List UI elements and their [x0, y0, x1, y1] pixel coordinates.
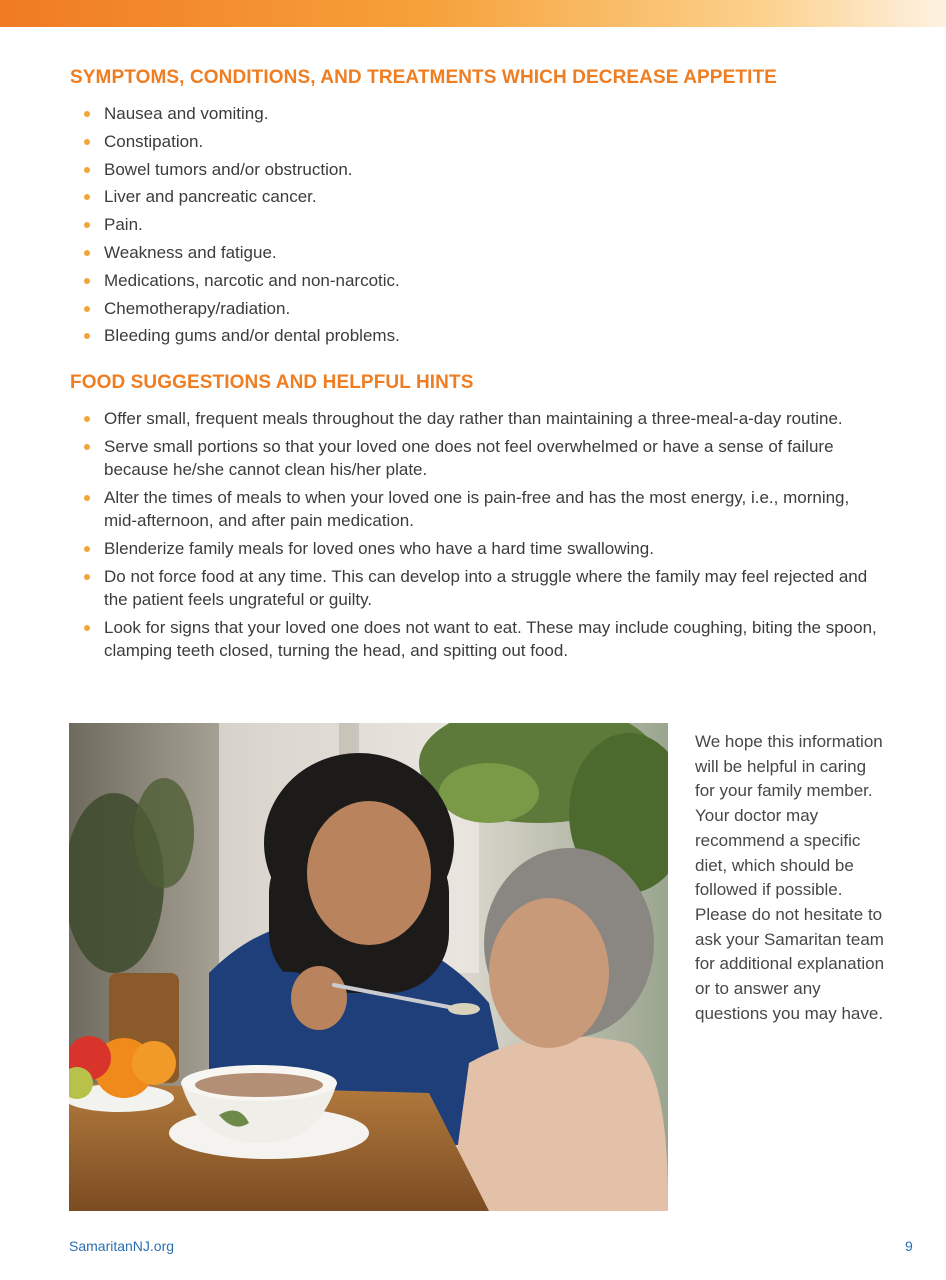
- list-item: Offer small, frequent meals throughout the day rather than maintaining a three-meal-a-day routine.: [82, 407, 882, 430]
- side-note: We hope this information will be helpful in caring for your family member. Your doctor may recommend a specific diet, which should be followed if possible. Please do not hesitate to ask your Samaritan team for additional explanation or to answer any questions you may have.: [695, 732, 885, 1023]
- list-item: Pain.: [82, 213, 882, 236]
- list-item: Serve small portions so that your loved one does not feel overwhelmed or have a sense of failure because he/she cannot clean his/her plate.: [82, 435, 882, 481]
- section-title-appetite: SYMPTOMS, CONDITIONS, AND TREATMENTS WHICH DECREASE APPETITE: [70, 67, 777, 88]
- caregiver-feeding-photo: [69, 723, 668, 1211]
- list-item: Weakness and fatigue.: [82, 241, 882, 264]
- list-item: Constipation.: [82, 130, 882, 153]
- list-item: Bowel tumors and/or obstruction.: [82, 158, 882, 181]
- list-item: Bleeding gums and/or dental problems.: [82, 324, 882, 347]
- list-item: Chemotherapy/radiation.: [82, 297, 882, 320]
- food-suggestions-list: [82, 407, 882, 662]
- list-item: Alter the times of meals to when your loved one is pain-free and has the most energy, i.e., morning, mid-afternoon, and after pain medication.: [82, 486, 882, 532]
- page-number: 9: [905, 1238, 913, 1254]
- list-item: Liver and pancreatic cancer.: [82, 185, 882, 208]
- footer-site-link[interactable]: SamaritanNJ.org: [69, 1238, 175, 1254]
- list-item: Nausea and vomiting.: [82, 102, 882, 125]
- list-item: Do not force food at any time. This can develop into a struggle where the family may feel rejected and the patient feels ungrateful or guilty.: [82, 565, 882, 611]
- top-gradient-bar: [0, 0, 946, 27]
- appetite-list: [82, 102, 882, 347]
- list-item: Medications, narcotic and non-narcotic.: [82, 269, 882, 292]
- list-item: Look for signs that your loved one does not want to eat. These may include coughing, biting the spoon, clamping teeth closed, turning the head, and spitting out food.: [82, 616, 882, 662]
- section-title-food-suggestions: FOOD SUGGESTIONS AND HELPFUL HINTS: [70, 372, 474, 393]
- list-item: Blenderize family meals for loved ones who have a hard time swallowing.: [82, 537, 882, 560]
